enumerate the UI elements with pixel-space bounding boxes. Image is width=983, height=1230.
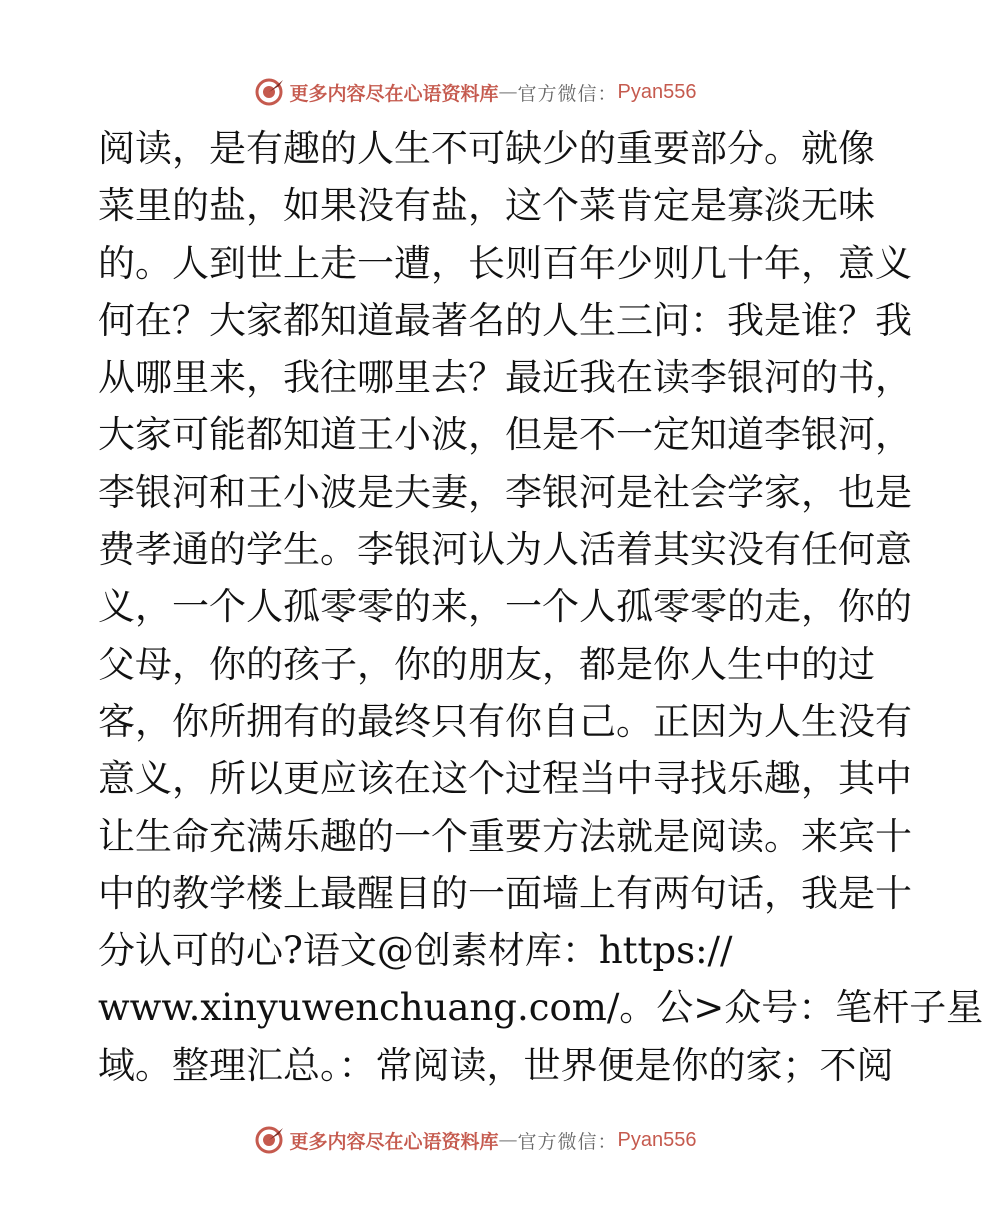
text-line: 的。人到世上走一遭，长则百年少则几十年，意义 [98,241,912,285]
text-line: 父母，你的孩子，你的朋友，都是你人生中的过 [98,642,875,686]
text-line: 意义，所以更应该在这个过程当中寻找乐趣，其中 [98,757,912,801]
text-line: www.xinyuwenchuang.com/。公>众号：笔杆子星 [98,986,983,1030]
text-line: 从哪里来，我往哪里去？最近我在读李银河的书， [98,356,912,400]
footer-wechat-id: Pyan556 [617,1128,697,1151]
header-banner [0,72,950,112]
text-line: 域。整理汇总。：常阅读，世界便是你的家；不阅 [98,1043,894,1087]
text-line: 大家可能都知道王小波，但是不一定知道李银河， [98,413,912,457]
footer-official-label: 官方微信： [517,1130,618,1153]
header-wechat-id: Pyan556 [617,80,697,103]
footer-dash: — [498,1129,518,1151]
pen-logo-icon [254,77,284,107]
text-line: 李银河和王小波是夫妻，李银河是社会学家，也是 [98,470,912,514]
footer-site-name: 更多内容尽在心语资料库 [289,1130,499,1153]
text-line: 义，一个人孤零零的来，一个人孤零零的走，你的 [98,585,912,629]
text-line: 何在？大家都知道最著名的人生三问：我是谁？我 [98,298,912,342]
header-official-label: 官方微信： [517,82,618,105]
text-line: 让生命充满乐趣的一个重要方法就是阅读。来宾十 [98,814,912,858]
footer-banner [0,1120,950,1160]
text-line: 分认可的心?语文@创素材库：https:// [98,929,733,973]
header-dash: — [498,81,518,103]
text-line: 中的教学楼上最醒目的一面墙上有两句话，我是十 [98,871,912,915]
article-body [98,120,983,1094]
text-line: 阅读，是有趣的人生不可缺少的重要部分。就像 [98,127,875,170]
text-line: 费孝通的学生。李银河认为人活着其实没有任何意 [98,528,912,572]
text-line: 客，你所拥有的最终只有你自己。正因为人生没有 [98,699,912,743]
text-line: 菜里的盐，如果没有盐，这个菜肯定是寡淡无味 [98,184,875,228]
pen-logo-icon [254,1125,284,1155]
header-site-name: 更多内容尽在心语资料库 [289,82,499,105]
